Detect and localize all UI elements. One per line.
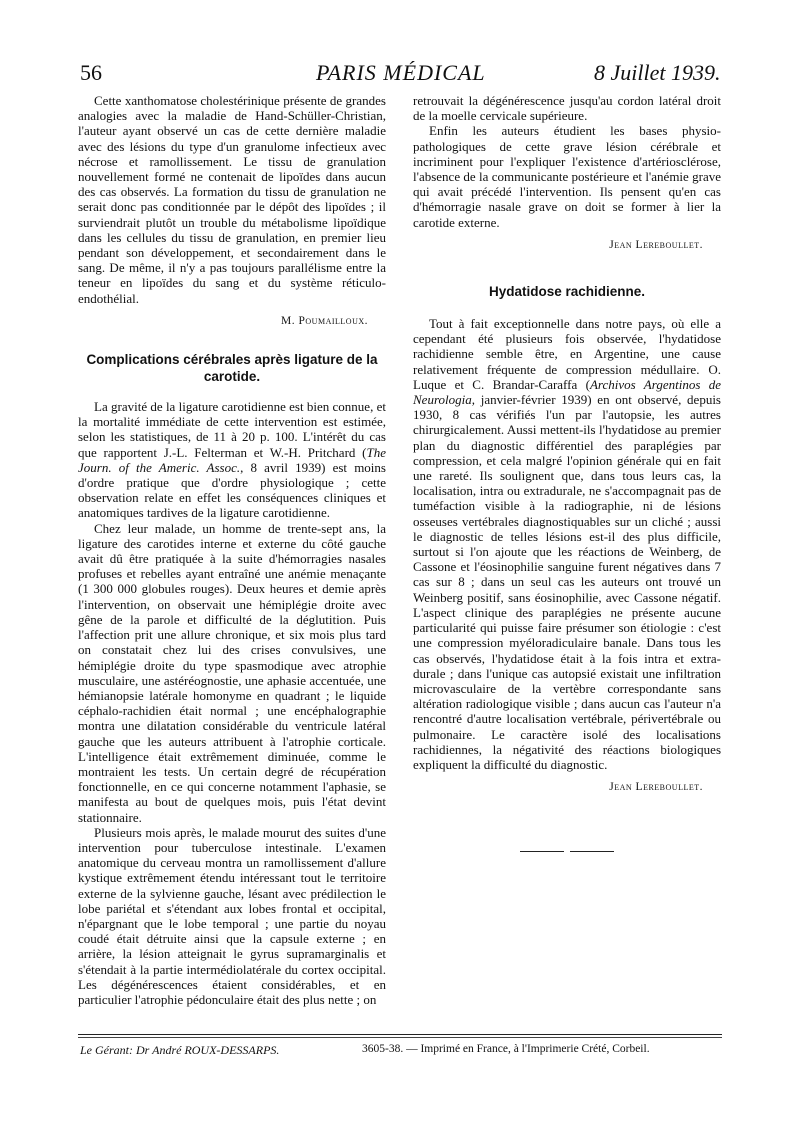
paragraph-text: janvier-février 1939) en ont observé, depuis 1930, 8 cas vérifiés l'un par l'autopsie, les autres chirurgicalement. Aussi mettent-ils l'hydatidose au premier plan du diagnostic différentiel des paraplégies par compression, et cela malgré l'opinion générale qui en fait une rareté. Ils soulignent que, dans tous leurs cas, la localisation, intra ou extradurale, ne s'accompagnait pas de tuméfaction visible à la radiographie, ni de lésions osseuses vertébrales diagnostiquables sur un cliché ; aussi le diagnostic de telles lésions est-il des plus difficile, surtout si l'on ajoute que les réactions de Weinberg, de Cassone et l'éosinophilie sanguine furent négatives dans 7 cas sur 8 ; dans un seul cas les auteurs ont trouvé un Weinberg positif, sans éosinophilie, avec Cassone négatif. L'aspect clinique des paraplégies ne présente aucune particularité qui puisse faire présumer son étiologie : c'est une compression myéloradiculaire banale. Dans tous les cas observés, l'hydatidose était à la fois intra et extra-durale ; dans l'unique cas autopsié existait une infiltration microvasculaire de la vertèbre correspondante sans altération radiologique visible ; dans aucun cas l'auteur n'a rencontré d'autre localisation vertébrale, périvertébrale ou pulmonaire. Le caractère isolé des localisations rachidiennes, la négativité des réactions biologiques expliquent la difficulté du diagnostic. bbox=[413, 392, 721, 772]
section-separator bbox=[570, 851, 614, 852]
right-column bbox=[413, 93, 721, 795]
journal-citation: The Journ. of the Americ. Assoc. bbox=[78, 444, 386, 475]
left-column bbox=[78, 93, 386, 1007]
section-heading-hydatidose: Hydatidose rachidienne. bbox=[488, 284, 646, 300]
paragraph: Chez leur malade, un homme de trente-sept ans, la ligature des carotides interne et externe du côté gauche avait dû être pratiquée à la suite d'hémorragies nasales profuses et rebelles ayant entraîné une anémie menaçante (1 300 000 globules rouges). Deux heures et demie après l'intervention, on observait une hémiplégie droite avec gêne de la parole et difficulté de la déglutition. Puis l'affection prit une allure chronique, et six mois plus tard on constatait chez lui des crises convulsives, une hémiplégie droite du type spasmodique avec atrophie musculaire, une astéréognostie, une aphasie accentuée, une hémianopsie latérale homonyme en quadrant ; le liquide céphalo-rachidien était normal ; une encéphalographie montra une dilatation considérable du ventricule latéral gauche que les auteurs attribuent à l'atrophie corticale. L'intelligence était extrêmement diminuée, comme le montraient les tests. Un certain degré de récupération fonctionnelle, en ce qui concerne notamment l'aphasie, se manifesta au bout de quelques mois, puis l'état devint stationnaire. bbox=[78, 520, 386, 825]
page-number: 56 bbox=[80, 60, 102, 85]
author-signature: Jean Lereboullet. bbox=[609, 238, 703, 251]
paragraph: Plusieurs mois après, le malade mourut des suites d'une intervention pour tuberculose intestinale. L'examen anatomique du cerveau montra un ramollissement d'allure kystique extrêmement étendu intéressant tout le territoire externe de la sylvienne gauche, lésant avec prédilection le lobe pariétal et s'étendant aux lobes frontal et occipital, n'épargnant que le lobe temporal ; une partie du noyau coudé était détruite ainsi que la capsule externe ; en arrière, la lésion atteignait le gyrus supramarginalis et s'étendait à la partie intermédiolatérale du cortex occipital. Les dégénérescences étaient considérables, et en particulier l'atrophie pédonculaire était des plus nette ; on bbox=[78, 824, 386, 1007]
section-heading-complications: Complications cérébrales après ligature de la carotide. bbox=[86, 352, 378, 385]
footer-rule bbox=[78, 1037, 722, 1038]
footer-printer: 3605-38. — Imprimé en France, à l'Imprimerie Crété, Corbeil. bbox=[362, 1043, 650, 1055]
journal-title: PARIS MÉDICAL bbox=[316, 60, 486, 85]
journal-citation: Archivos Argentinos de Neurologia, bbox=[413, 376, 722, 408]
paragraph-text: , 8 avril 1939) est moins d'ordre pratique que d'ordre physiologique ; cette observation relate en effet les conséquences cliniques et anatomiques tardives de la ligature carotidienne. bbox=[78, 459, 386, 521]
footer-manager: Le Gérant: Dr André ROUX-DESSARPS. bbox=[80, 1043, 280, 1057]
paragraph: Enfin les auteurs étudient les bases physio-pathologiques de cette grave lésion cérébrale et incriminent pour l'expliquer l'existence d'artériosclérose, l'absence de la communicante postérieure et l'anémie grave qui avait précédé l'intervention. Ils pensent qu'en cas d'hémorragie nasale grave on doit se former à lier la carotide externe. bbox=[413, 123, 721, 230]
footer-rule bbox=[78, 1034, 722, 1035]
paragraph-text: La gravité de la ligature carotidienne est bien connue, et la mortalité immédiate de cette intervention est estimée, selon les statistiques, de 11 à 20 p. 100. L'intérêt du cas que rapportent J.-L. Felterman et W.-H. Pritchard ( bbox=[78, 399, 386, 460]
paragraph bbox=[78, 399, 386, 521]
author-signature: Jean Lereboullet. bbox=[609, 781, 703, 794]
paragraph-continued: retrouvait la dégénérescence jusqu'au cordon latéral droit de la moelle cervicale supérieure. bbox=[413, 93, 721, 124]
paragraph bbox=[413, 316, 721, 772]
paragraph-text: Tout à fait exceptionnelle dans notre pays, où elle a cependant été plusieurs fois observée, l'hydatidose rachidienne semble être, en Argentine, une cause relativement fréquente de compression médullaire. O. Luque et C. Brandar-Caraffa ( bbox=[413, 316, 721, 392]
author-signature: M. Poumailloux. bbox=[281, 314, 368, 327]
section-separator bbox=[520, 851, 564, 852]
issue-date: 8 Juillet 1939. bbox=[594, 60, 721, 85]
intro-paragraph: Cette xanthomatose cholestérinique présente de grandes analogies avec la maladie de Hand-Schüller-Christian, l'auteur ayant observé un cas de cette dernière maladie avec des lésions du type d'un granulome infectieux avec nécrose et ramollissement. Le tissu de granulation nouvellement formé ne contenait de lipoïdes dans aucun des cas observés. La formation du tissu de granulation ne serait donc pas conditionnée par le dépôt des lipoïdes ; il surviendrait plutôt un trouble du métabolisme lipoïdique dans les cellules du tissu de granulation, en premier lieu pendant son développement, et secondairement dans le sang. De même, il n'y a pas toujours parallélisme entre la teneur en lipoïdes du sang et du système réticulo-endothélial. bbox=[78, 93, 386, 306]
